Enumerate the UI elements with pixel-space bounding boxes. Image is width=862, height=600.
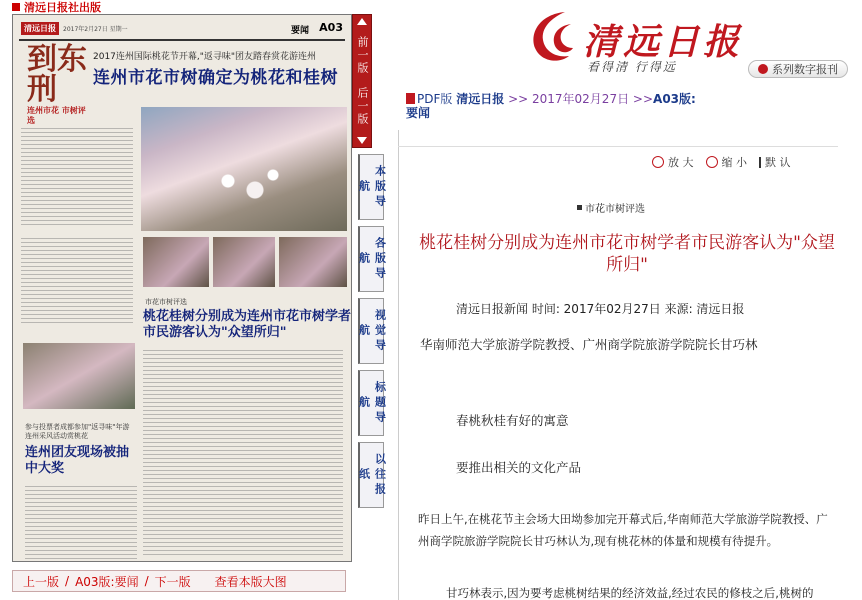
news-subhead-2: 市花市树评选: [145, 298, 187, 306]
news-headline-2[interactable]: 桃花桂树分别成为连州市花市树学者市民游客认为"众望所归": [143, 309, 352, 340]
arrow-down-icon[interactable]: [357, 137, 367, 144]
news-photo: [279, 237, 347, 287]
article-paragraph: 甘巧林表示,因为要考虑桃树结果的经济效益,经过农民的修枝之后,桃树的: [446, 586, 814, 600]
news-subhead-3: 参与投票者成都参加"返寻味"年游连州采风活动赏桃花: [25, 423, 130, 440]
series-dot-icon: [758, 64, 768, 74]
newspaper-logo: 清远日报: [21, 22, 59, 35]
breadcrumb-sep: >>: [632, 92, 654, 106]
publisher-bar: [12, 0, 101, 14]
logo-swirl-icon: [527, 8, 577, 66]
series-digital-button[interactable]: [748, 60, 848, 78]
newspaper-section: 要闻: [290, 26, 309, 36]
separator: /: [144, 574, 149, 588]
current-page-label: A03版:要闻: [75, 574, 139, 589]
page-bottom-bar: [12, 570, 346, 592]
news-photo: [143, 237, 209, 287]
site-slogan: 看得清 行得远: [587, 60, 677, 74]
news-headline-main[interactable]: 连州市花市树确定为桃花和桂树: [93, 68, 338, 88]
tab-this-page-nav[interactable]: 本版导航: [358, 154, 384, 220]
zoom-toolbar: [652, 154, 791, 170]
newspaper-page-code: A03: [319, 21, 343, 34]
zoom-out-icon: [706, 156, 718, 168]
default-size-button[interactable]: [759, 154, 791, 170]
tab-visual-nav[interactable]: 视觉导航: [358, 298, 384, 364]
text-block: [21, 125, 133, 225]
breadcrumb-paper-link[interactable]: 清远日报: [456, 92, 505, 106]
calligraphy-subtitle: 连州市花 市树评选: [27, 105, 86, 125]
text-block: [143, 347, 343, 557]
default-size-icon: [759, 157, 761, 168]
news-subhead: 2017连州国际桃花节开幕,"返寻味"团友踏春赏花游连州: [93, 52, 317, 62]
next-page-button[interactable]: 下一版: [154, 574, 191, 589]
calligraphy-title: [27, 42, 87, 125]
article-paragraph: 要推出相关的文化产品: [456, 460, 582, 475]
zoom-out-button[interactable]: [706, 154, 748, 170]
newspaper-date: 2017年2月27日 星期一: [63, 26, 128, 33]
breadcrumb-page-link[interactable]: A03版:要闻: [406, 92, 696, 120]
zoom-out-label: 缩 小: [721, 156, 747, 169]
toolbar-divider: [398, 146, 838, 147]
pdf-link[interactable]: PDF版: [417, 92, 453, 106]
column-label: 市花市树评选: [585, 204, 645, 215]
prev-page-link[interactable]: 前一版: [356, 36, 369, 76]
article-title: 桃花桂树分别成为连州市花市树学者市民游客认为"众望所归": [419, 233, 835, 275]
article-paragraph: 华南师范大学旅游学院教授、广州商学院旅游学院院长甘巧林: [420, 337, 758, 352]
tab-past-papers[interactable]: 以往报纸: [358, 442, 384, 508]
newspaper-masthead: [19, 19, 345, 41]
side-nav-tabs: [357, 154, 387, 508]
prev-page-button[interactable]: 上一版: [23, 574, 60, 589]
breadcrumb: [406, 92, 706, 120]
article-paragraph: 春桃秋桂有好的寓意: [456, 413, 569, 428]
site-name: 清远日报: [583, 21, 744, 63]
column-square-icon: [577, 205, 582, 210]
calligraphy-text: 到东刑: [27, 42, 87, 107]
text-block: [21, 235, 133, 325]
publisher-label: 清远日报社出版: [24, 1, 101, 14]
news-headline-3[interactable]: 连州团友现场被抽中大奖: [25, 445, 130, 476]
article-meta: 清远日报新闻 时间: 2017年02月27日 来源: 清远日报: [456, 302, 745, 316]
text-block: [25, 483, 137, 559]
publisher-square-icon: [12, 3, 20, 11]
series-button-label: 系列数字报刊: [772, 63, 838, 76]
news-photo-main: [141, 107, 347, 231]
news-photo: [213, 237, 275, 287]
zoom-in-button[interactable]: [652, 154, 694, 170]
tab-title-nav[interactable]: 标题导航: [358, 370, 384, 436]
newspaper-page-image[interactable]: [12, 14, 352, 562]
news-photo-left: [23, 343, 135, 409]
content-divider: [398, 130, 399, 600]
page-pager: [352, 14, 372, 148]
view-large-image-button[interactable]: 查看本版大图: [214, 574, 287, 589]
zoom-in-label: 放 大: [668, 156, 694, 169]
default-size-label: 默 认: [765, 156, 791, 169]
breadcrumb-date-link[interactable]: 2017年02月27日: [532, 92, 630, 106]
pdf-icon: [406, 93, 415, 104]
tab-all-pages-nav[interactable]: 各版导航: [358, 226, 384, 292]
breadcrumb-sep: >>: [508, 92, 529, 106]
article-paragraph: 昨日上午,在桃花节主会场大田坳参加完开幕式后,华南师范大学旅游学院教授、广州商学院旅游学院院长甘巧林认为,现有桃花林的体量和规模有待提升。: [418, 512, 828, 548]
zoom-in-icon: [652, 156, 664, 168]
next-page-link[interactable]: 后一版: [356, 86, 369, 126]
separator: /: [65, 574, 70, 588]
arrow-up-icon[interactable]: [357, 18, 367, 25]
article-column-tag: [577, 200, 645, 215]
